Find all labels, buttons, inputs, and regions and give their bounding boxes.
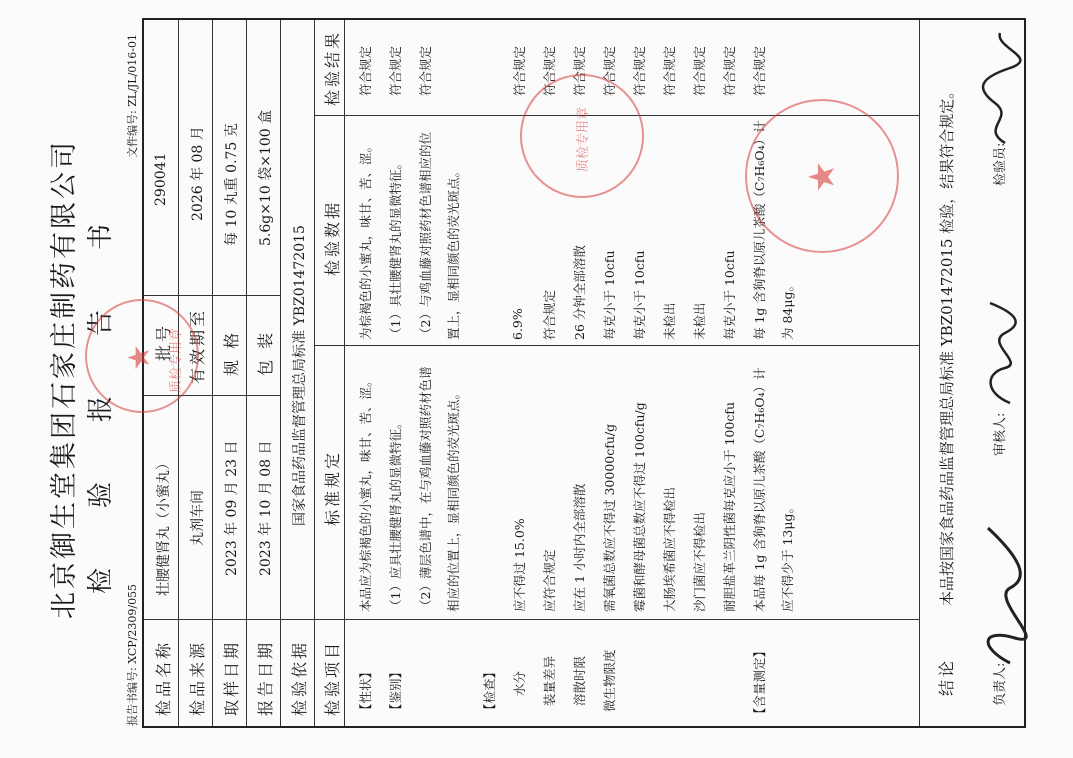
seal-star-icon: ★ <box>802 160 843 193</box>
expiry-value: 2026 年 08 月 <box>190 126 206 221</box>
document-title: 检验报告书 <box>86 164 116 595</box>
sample-date-label: 取样日期 <box>222 639 241 716</box>
header-item: 检验项目 <box>323 639 342 716</box>
traits-data: 为棕褐色的小蜜丸，味甘、苦、涩。 <box>358 139 373 340</box>
reviewer-signature <box>975 298 1025 408</box>
aerobic-data: 每克小于 10cfu <box>602 250 617 340</box>
source-label: 检品来源 <box>188 639 207 716</box>
section-content: 【含量测定】 <box>752 644 767 720</box>
header-result: 检验结果 <box>323 29 342 106</box>
salmonella-data: 未检出 <box>692 302 707 340</box>
mold-result: 符合规定 <box>632 45 647 96</box>
aerobic-standard: 需氧菌总数应不得过 30000cfu/g <box>602 423 617 612</box>
id2-data-line1: （2）与鸡血藤对照药材色谱相应的位 <box>418 132 433 340</box>
header-standard: 标准规定 <box>323 449 342 526</box>
id2-standard-line1: （2）薄层色谱中，在与鸡血藤对照药材色谱 <box>418 366 433 612</box>
inspector-signature <box>975 28 1025 148</box>
header-data: 检验数据 <box>323 199 342 276</box>
content-standard-line2: 应不得少于 13μg。 <box>780 500 795 612</box>
report-date-value: 2023 年 10 月 08 日 <box>258 440 274 576</box>
spec-value: 每 10 丸重 0.75 克 <box>224 123 240 246</box>
sample-date-value: 2023 年 09 月 23 日 <box>224 440 240 576</box>
salmonella-result: 符合规定 <box>692 45 707 96</box>
basis-value: 国家食品药品监督管理总局标准 YBZ01472015 <box>292 225 308 526</box>
row-divider <box>314 20 315 726</box>
content-standard-line1: 本品每 1g 含狗脊以原儿茶酸（C₇H₆O₄）计 <box>752 367 767 612</box>
package-value: 5.6g×10 袋×100 盒 <box>258 109 274 246</box>
spec-label: 规 格 <box>222 329 241 376</box>
weight-item: 装量差异 <box>542 655 557 706</box>
water-item: 水分 <box>512 670 527 696</box>
ecoli-result: 符合规定 <box>662 45 677 96</box>
inspector-label: 检验员: <box>993 142 1008 186</box>
name-value: 壮腰健肾丸（小蜜丸） <box>156 456 172 596</box>
column-divider <box>144 295 280 296</box>
section-check: 【检查】 <box>482 665 497 716</box>
report-number: 报告书编号: XCP/2309/055 <box>126 583 139 726</box>
responsible-label: 负责人: <box>993 662 1008 706</box>
mold-standard: 霉菌和酵母菌总数应不得过 100cfu/g <box>632 402 647 612</box>
company-seal-stamp <box>745 99 899 253</box>
id1-result: 符合规定 <box>388 45 403 96</box>
disintegration-standard: 应在 1 小时内全部溶散 <box>572 483 587 612</box>
id1-data: （1）具壮腰健肾丸的显微特征。 <box>388 157 403 340</box>
row-divider <box>280 20 281 726</box>
section-identify: 【鉴别】 <box>388 665 403 716</box>
disintegration-data: 26 分钟全部溶散 <box>572 245 587 340</box>
weight-data: 符合规定 <box>542 289 557 340</box>
batch-label: 批号 <box>154 322 173 361</box>
id1-standard: （1）应具壮腰健肾丸的显微特征。 <box>388 416 403 612</box>
id2-standard-line2: 相应的位置上，显相同颜色的荧光斑点。 <box>446 386 461 612</box>
qa-stamp-text: 质检专用章 <box>169 327 184 393</box>
section-traits: 【性状】 <box>358 665 373 716</box>
column-divider <box>314 345 919 346</box>
id2-result: 符合规定 <box>418 45 433 96</box>
row-divider <box>344 20 345 726</box>
name-label: 检品名称 <box>154 639 173 716</box>
expiry-label: 有效期至 <box>188 307 207 384</box>
ecoli-standard: 大肠埃希菌应不得检出 <box>662 486 677 612</box>
bile-result: 符合规定 <box>722 45 737 96</box>
qa-department-stamp <box>85 299 199 413</box>
traits-result: 符合规定 <box>358 45 373 96</box>
content-result: 符合规定 <box>752 45 767 96</box>
column-divider <box>144 619 919 620</box>
basis-label: 检验依据 <box>290 639 309 716</box>
row-divider <box>919 20 920 726</box>
disintegration-item: 溶散时限 <box>572 655 587 706</box>
mold-data: 每克小于 10cfu <box>632 250 647 340</box>
company-title: 北京御生堂集团石家庄制药有限公司 <box>49 139 80 619</box>
traits-standard: 本品应为棕褐色的小蜜丸，味甘、苦、涩。 <box>358 374 373 612</box>
ecoli-data: 未检出 <box>662 302 677 340</box>
weight-result: 符合规定 <box>542 45 557 96</box>
conclusion-text: 本品按国家食品药品监督管理总局标准 YBZ01472015 检验，结果符合规定。 <box>938 83 956 606</box>
aerobic-result: 符合规定 <box>602 45 617 96</box>
reviewer-label: 审核人: <box>993 412 1008 456</box>
disintegration-result: 符合规定 <box>572 45 587 96</box>
qa-stamp-text-2: 质检专用章 <box>576 106 591 172</box>
conclusion-label: 结论 <box>937 657 956 696</box>
row-divider <box>212 20 213 726</box>
content-data-line1: 每 1g 含狗脊以原儿茶酸（C₇H₆O₄）计 <box>752 120 767 340</box>
stamp-star-icon: ★ <box>122 344 157 371</box>
content-data-line2: 为 84μg。 <box>780 278 795 340</box>
id2-data-line2: 置上，显相同颜色的荧光斑点。 <box>446 164 461 340</box>
batch-value: 290041 <box>153 152 169 206</box>
water-standard: 应不得过 15.0% <box>512 518 527 612</box>
source-value: 丸剂车间 <box>190 490 206 546</box>
salmonella-standard: 沙门菌应不得检出 <box>692 511 707 612</box>
file-number: 文件编号: ZL/JL/016-01 <box>126 34 139 158</box>
water-data: 6.9% <box>510 308 525 340</box>
microbial-item: 微生物限度 <box>602 649 617 712</box>
qa-department-stamp-2 <box>520 74 644 198</box>
row-divider <box>246 20 247 726</box>
responsible-signature <box>970 518 1030 668</box>
report-date-label: 报告日期 <box>256 639 275 716</box>
weight-standard: 应符合规定 <box>542 549 557 612</box>
package-label: 包 装 <box>256 329 275 376</box>
bile-data: 每克小于 10cfu <box>722 250 737 340</box>
bile-standard: 耐胆盐革兰阴性菌每克应小于 100cfu <box>722 401 737 612</box>
water-result: 符合规定 <box>512 45 527 96</box>
